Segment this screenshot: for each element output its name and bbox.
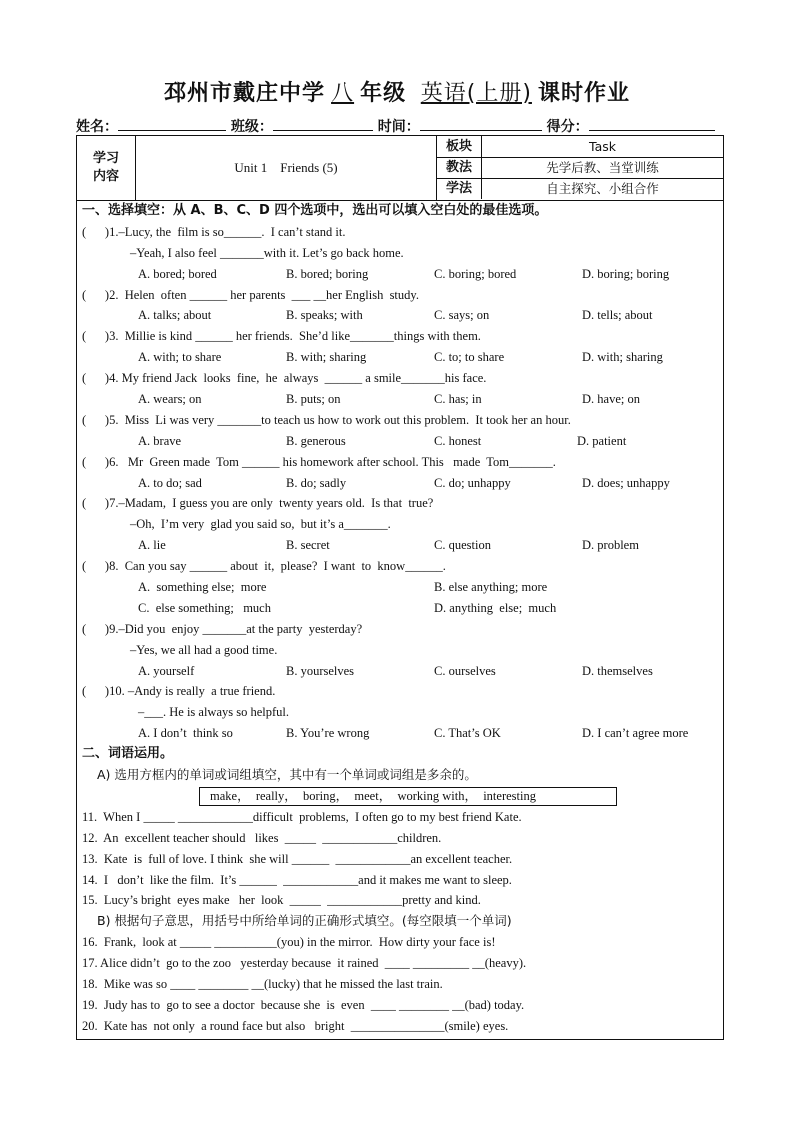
q1-options <box>82 264 722 285</box>
subject-blank: 英语(上册) <box>420 81 532 106</box>
q7-options <box>82 535 722 556</box>
unit-title: Unit 1 Friends (5) <box>136 136 437 200</box>
word-box: make， really， boring， meet， working with， interesting <box>199 787 617 806</box>
q1-option-b[interactable]: B. bored; boring <box>286 266 369 281</box>
exercise-content <box>82 201 722 1037</box>
q10-option-d[interactable]: D. I can’t agree more <box>582 726 689 741</box>
worksheet-frame <box>76 135 724 1040</box>
q6-option-a[interactable]: A. to do; sad <box>138 475 202 490</box>
q4-option-c[interactable]: C. has; in <box>434 392 482 407</box>
section2-part-a: A) 选用方框内的单词或词组填空，其中有一个单词或词组是多余的。 <box>97 767 477 783</box>
q10-options <box>82 723 722 744</box>
q1-stem2: –Yeah, I also feel _______with it. Let’s go back home. <box>130 245 404 260</box>
q6-options <box>82 473 722 494</box>
q3-option-c[interactable]: C. to; to share <box>434 350 505 365</box>
lesson-header-table <box>77 136 723 201</box>
q5-option-d[interactable]: D. patient <box>577 433 627 448</box>
q2-option-d[interactable]: D. tells; about <box>582 308 653 323</box>
q8-options-ab <box>82 577 722 598</box>
q3-option-b[interactable]: B. with; sharing <box>286 350 367 365</box>
homework-label: 课时作业 <box>537 81 630 106</box>
q9-stem: ( )9.–Did you enjoy _______at the party yesterday? <box>82 621 363 636</box>
sentence-20: 20. Kate has not only a round face but also bright _______________(smile) eyes. <box>82 1018 509 1033</box>
q3-options <box>82 347 722 368</box>
q2-option-b[interactable]: B. speaks; with <box>286 308 363 323</box>
wordbox-row <box>82 786 722 807</box>
q4-option-a[interactable]: A. wears; on <box>138 392 202 407</box>
class-blank[interactable] <box>273 118 373 131</box>
time-label: 时间： <box>377 119 420 135</box>
q2-option-a[interactable]: A. talks; about <box>138 308 212 323</box>
student-info-line <box>76 116 726 136</box>
q7-option-d[interactable]: D. problem <box>582 538 639 553</box>
section2-part-b: B) 根据句子意思，用括号中所给单词的正确形式填空。(每空限填一个单词) <box>97 913 512 929</box>
q8-option-c[interactable]: C. else something; much <box>138 600 271 615</box>
section2-title: 二、词语运用。 <box>82 746 174 762</box>
q8-options-cd <box>82 598 722 619</box>
q8-option-b[interactable]: B. else anything; more <box>434 580 548 595</box>
sentence-17: 17. Alice didn’t go to the zoo yesterday because it rained ____ _________ __(heavy). <box>82 956 527 971</box>
grade-label: 年级 <box>360 81 407 106</box>
q6-option-c[interactable]: C. do; unhappy <box>434 475 511 490</box>
q5-option-a[interactable]: A. brave <box>138 433 182 448</box>
q7-option-a[interactable]: A. lie <box>138 538 166 553</box>
q5-options <box>82 431 722 452</box>
q2-option-c[interactable]: C. says; on <box>434 308 490 323</box>
sentence-12: 12. An excellent teacher should likes _____ ____________children. <box>82 830 442 845</box>
sentence-16: 16. Frank, look at _____ __________(you) in the mirror. How dirty your face is! <box>82 935 496 950</box>
sentence-18: 18. Mike was so ____ ________ __(lucky) that he missed the last train. <box>82 976 443 991</box>
q9-stem2: –Yes, we all had a good time. <box>130 642 278 657</box>
q8-option-d[interactable]: D. anything else; much <box>434 600 557 615</box>
q9-option-a[interactable]: A. yourself <box>138 663 195 678</box>
score-blank[interactable] <box>589 118 715 131</box>
q3-option-a[interactable]: A. with; to share <box>138 350 222 365</box>
q1-option-c[interactable]: C. boring; bored <box>434 266 517 281</box>
q4-stem: ( )4. My friend Jack looks fine, he always ______ a smile_______his face. <box>82 371 487 386</box>
q7-option-b[interactable]: B. secret <box>286 538 330 553</box>
q6-option-d[interactable]: D. does; unhappy <box>582 475 670 490</box>
q10-option-b[interactable]: B. You’re wrong <box>286 726 370 741</box>
header-row-teaching: 教法 先学后教、当堂训练 <box>437 157 723 179</box>
q9-option-d[interactable]: D. themselves <box>582 663 653 678</box>
sentence-15: 15. Lucy’s bright eyes make her look _____ ____________pretty and kind. <box>82 893 481 908</box>
q2-stem: ( )2. Helen often ______ her parents ___ __her English study. <box>82 287 419 302</box>
q3-stem: ( )3. Millie is kind ______ her friends. She’d like_______things with them. <box>82 329 481 344</box>
sentence-14: 14. I don’t like the film. It’s ______ ____________and it makes me want to sleep. <box>82 872 512 887</box>
q8-stem: ( )8. Can you say ______ about it, please? I want to know______. <box>82 559 446 574</box>
q1-option-d[interactable]: D. boring; boring <box>582 266 670 281</box>
q5-stem: ( )5. Miss Li was very _______to teach us how to work out this problem. It took her an hour. <box>82 412 571 427</box>
sentence-19: 19. Judy has to go to see a doctor because she is even ____ ________ __(bad) today. <box>82 997 525 1012</box>
q9-options <box>82 661 722 682</box>
q4-options <box>82 389 722 410</box>
name-label: 姓名： <box>76 119 118 135</box>
q10-option-c[interactable]: C. That’s OK <box>434 726 501 741</box>
score-label: 得分： <box>546 119 589 135</box>
q4-option-b[interactable]: B. puts; on <box>286 392 341 407</box>
q7-option-c[interactable]: C. question <box>434 538 491 553</box>
q5-option-c[interactable]: C. honest <box>434 433 482 448</box>
q3-option-d[interactable]: D. with; sharing <box>582 350 663 365</box>
q8-option-a[interactable]: A. something else; more <box>138 580 267 595</box>
q7-stem: ( )7.–Madam, I guess you are only twenty years old. Is that true? <box>82 496 434 511</box>
grade-blank: 八 <box>331 81 355 106</box>
sentence-13: 13. Kate is full of love. I think she will ______ ____________an excellent teacher. <box>82 851 513 866</box>
time-blank[interactable] <box>420 118 542 131</box>
study-content-label: 学习内容 <box>77 136 136 200</box>
section1-title: 一、选择填空：从 A、B、C、D 四个选项中，选出可以填入空白处的最佳选项。 <box>82 203 548 218</box>
school-name: 邳州市戴庄中学 <box>164 81 326 106</box>
name-blank[interactable] <box>118 118 226 131</box>
q6-option-b[interactable]: B. do; sadly <box>286 475 347 490</box>
header-row-learning: 学法 自主探究、小组合作 <box>437 178 723 199</box>
sentence-11: 11. When I _____ ____________difficult problems, I often go to my best friend Kate. <box>82 809 522 824</box>
class-label: 班级： <box>230 119 273 135</box>
q1-option-a[interactable]: A. bored; bored <box>138 266 217 281</box>
q10-stem: ( )10. –Andy is really a true friend. <box>82 684 276 699</box>
q7-stem2: –Oh, I’m very glad you said so, but it’s a_______. <box>130 517 391 532</box>
page-title <box>0 76 794 107</box>
q2-options <box>82 305 722 326</box>
q10-stem2: –___. He is always so helpful. <box>138 705 290 720</box>
q4-option-d[interactable]: D. have; on <box>582 392 640 407</box>
q9-option-b[interactable]: B. yourselves <box>286 663 355 678</box>
q10-option-a[interactable]: A. I don’t think so <box>138 726 233 741</box>
q6-stem: ( )6. Mr Green made Tom ______ his homework after school. This made Tom_______. <box>82 454 556 469</box>
q9-option-c[interactable]: C. ourselves <box>434 663 496 678</box>
header-row-module: 板块 Task <box>437 136 723 158</box>
q1-stem: ( )1.–Lucy, the film is so______. I can’t stand it. <box>82 224 346 239</box>
q5-option-b[interactable]: B. generous <box>286 433 346 448</box>
